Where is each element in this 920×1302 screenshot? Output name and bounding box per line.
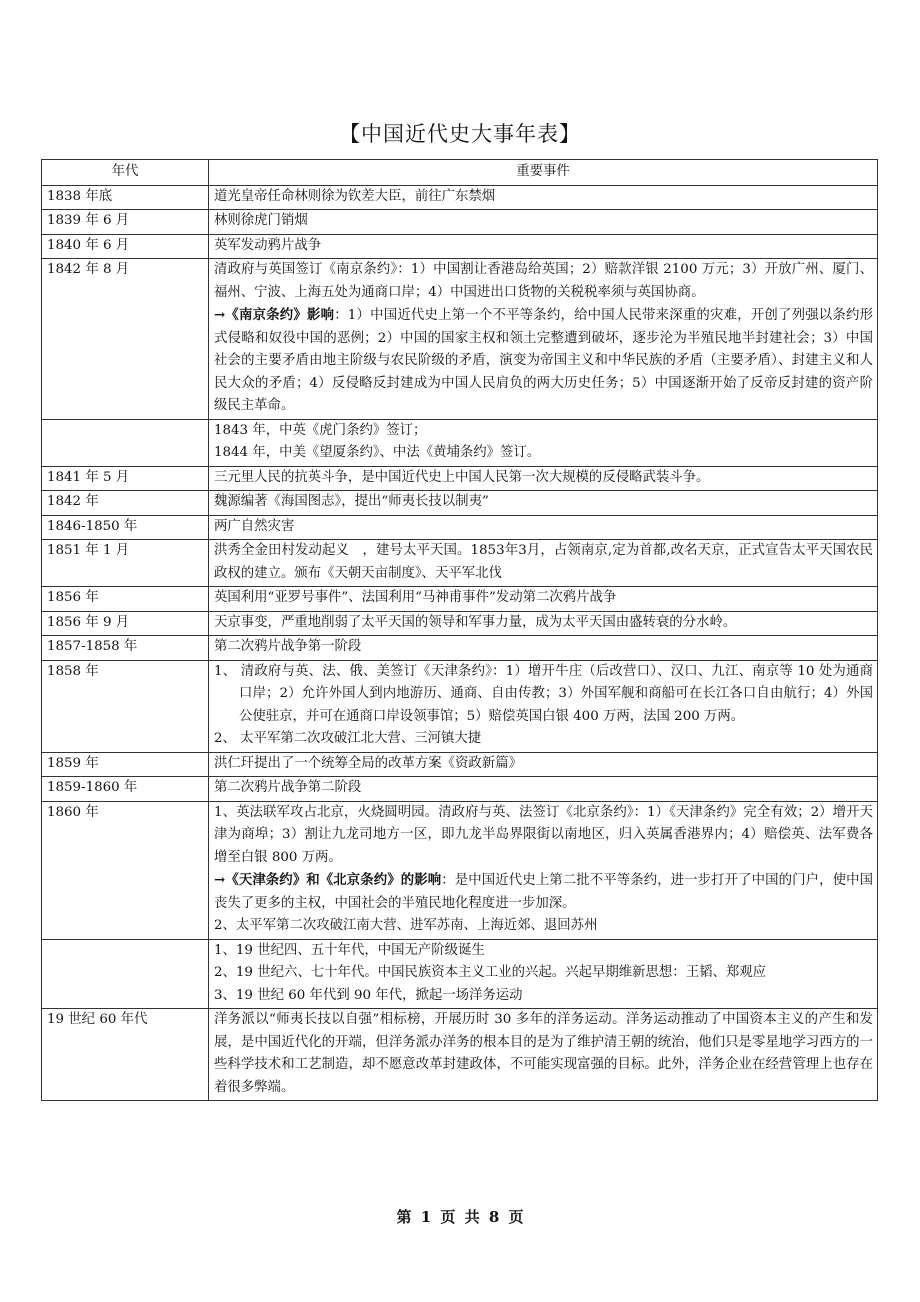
event-paragraph bbox=[214, 636, 873, 659]
event-cell bbox=[209, 939, 878, 1009]
year-cell bbox=[42, 939, 209, 1009]
event-text: 2、19 世纪六、七十年代。中国民族资本主义工业的兴起。兴起早期维新思想：王韬、郑观应 bbox=[214, 965, 767, 980]
table-row bbox=[42, 752, 878, 777]
event-paragraph bbox=[214, 915, 873, 938]
event-paragraph bbox=[214, 491, 873, 514]
event-text: 3、19 世纪 60 年代到 90 年代，掀起一场洋务运动 bbox=[214, 987, 523, 1003]
event-emphasis: →《南京条约》影响 bbox=[214, 307, 335, 323]
event-cell bbox=[209, 660, 878, 752]
event-text: 1、 清政府与英、法、俄、美签订《天津条约》：1）增开牛庄（后改营口）、汉口、九江、南京等 10 处为通商口岸；2）允许外国人到内地游历、通商、自由传教；3）外国军舰和商船可在长江各口自由航行；4）外国公使驻京，并可在通商口岸设领事馆；5）赔偿英国白银 400 万两，法国 200 万两。 bbox=[214, 663, 873, 724]
event-paragraph bbox=[214, 442, 873, 465]
event-cell bbox=[209, 419, 878, 466]
event-cell bbox=[209, 587, 878, 612]
column-header-year: 年代 bbox=[42, 160, 209, 186]
event-cell bbox=[209, 234, 878, 259]
table-row bbox=[42, 1009, 878, 1101]
event-paragraph bbox=[214, 661, 873, 729]
event-text: 天京事变，严重地削弱了太平天国的领导和军事力量，成为太平天国由盛转衰的分水岭。 bbox=[214, 614, 737, 630]
event-text: 英军发动鸦片战争 bbox=[214, 237, 322, 253]
event-paragraph bbox=[214, 540, 873, 585]
table-row bbox=[42, 540, 878, 587]
event-text: 1844 年，中美《望厦条约》、中法《黄埔条约》签订。 bbox=[214, 445, 541, 460]
table-row bbox=[42, 515, 878, 540]
event-cell bbox=[209, 777, 878, 802]
event-cell bbox=[209, 1009, 878, 1101]
event-text: 2、太平军第二次攻破江南大营、进军苏南、上海近郊、退回苏州 bbox=[214, 918, 598, 933]
event-cell bbox=[209, 185, 878, 210]
event-paragraph bbox=[214, 777, 873, 800]
table-row bbox=[42, 587, 878, 612]
event-paragraph bbox=[214, 259, 873, 304]
event-cell bbox=[209, 210, 878, 235]
event-paragraph bbox=[214, 186, 873, 209]
event-paragraph bbox=[214, 1009, 873, 1099]
event-cell bbox=[209, 540, 878, 587]
event-text: ：是中国近代史上第二批不平等条约，进一步打开了中国的门户，使中国丧失了更多的主权，中国社会的半殖民地化程度进一步加深。 bbox=[214, 873, 874, 911]
event-text: 2、 太平军第二次攻破江北大营、三河镇大捷 bbox=[214, 731, 482, 746]
table-row bbox=[42, 777, 878, 802]
event-cell bbox=[209, 752, 878, 777]
table-row bbox=[42, 611, 878, 636]
event-text: 洪秀全金田村发动起义 ，建号太平天国。1853年3月，占领南京,定为首都,改名天京，正式宣告太平天国农民政权的建立。颁布《天朝天亩制度》、天平军北伐 bbox=[214, 543, 873, 581]
event-cell bbox=[209, 801, 878, 939]
table-row bbox=[42, 939, 878, 1009]
event-cell bbox=[209, 515, 878, 540]
event-paragraph bbox=[214, 467, 873, 490]
event-emphasis: →《天津条约》和《北京条约》的影响 bbox=[214, 872, 442, 888]
year-cell: 1838 年底 bbox=[42, 185, 209, 210]
column-header-event: 重要事件 bbox=[209, 160, 878, 186]
event-paragraph bbox=[214, 802, 873, 870]
event-text: 1843 年，中英《虎门条约》签订； bbox=[214, 422, 427, 438]
year-cell: 1842 年 8 月 bbox=[42, 259, 209, 420]
event-text: 清政府与英国签订《南京条约》：1）中国割让香港岛给英国；2）赔款洋银 2100 万元；3）开放广州、厦门、福州、宁波、上海五处为通商口岸；4）中国进出口货物的关税税率须与英国协商。 bbox=[214, 262, 873, 300]
year-cell bbox=[42, 419, 209, 466]
page-title: 【中国近代史大事年表】 bbox=[339, 122, 581, 146]
event-cell bbox=[209, 466, 878, 491]
page-footer: 第 1 页 共 8 页 bbox=[396, 1208, 524, 1226]
table-row bbox=[42, 259, 878, 420]
year-cell: 1839 年 6 月 bbox=[42, 210, 209, 235]
year-cell: 1856 年 bbox=[42, 587, 209, 612]
event-cell bbox=[209, 636, 878, 661]
year-cell: 1860 年 bbox=[42, 801, 209, 939]
event-text: ：1）中国近代史上第一个不平等条约，给中国人民带来深重的灾难，开创了列强以条约形式侵略和奴役中国的恶例；2）中国的国家主权和领土完整遭到破坏，逐步沦为半殖民地半封建社会；3）中国社会的主要矛盾由地主阶级与农民阶级的矛盾，演变为帝国主义和中华民族的矛盾（主要矛盾）、封建主义和人民大众的矛盾；4）反侵略反封建成为中国人民肩负的两大历史任务；5）中国逐渐开始了反帝反封建的资产阶级民主革命。 bbox=[214, 308, 873, 413]
event-text: 魏源编著《海国图志》，提出“师夷长技以制夷” bbox=[214, 494, 489, 509]
year-cell: 1840 年 6 月 bbox=[42, 234, 209, 259]
event-paragraph bbox=[214, 587, 873, 610]
event-text: 道光皇帝任命林则徐为钦差大臣，前往广东禁烟 bbox=[214, 188, 496, 204]
event-text: 英国利用“亚罗号事件”、法国利用“马神甫事件”发动第二次鸦片战争 bbox=[214, 590, 617, 605]
table-row bbox=[42, 801, 878, 939]
year-cell: 1851 年 1 月 bbox=[42, 540, 209, 587]
year-cell: 1859 年 bbox=[42, 752, 209, 777]
event-paragraph bbox=[214, 962, 873, 985]
table-row bbox=[42, 466, 878, 491]
event-text: 洪仁玕提出了一个统筹全局的改革方案《资政新篇》 bbox=[214, 755, 522, 771]
event-paragraph bbox=[214, 940, 873, 963]
event-cell bbox=[209, 259, 878, 420]
table-row bbox=[42, 185, 878, 210]
table-row bbox=[42, 491, 878, 516]
event-paragraph bbox=[214, 304, 873, 418]
event-paragraph bbox=[214, 516, 873, 539]
event-paragraph bbox=[214, 753, 873, 776]
table-row bbox=[42, 636, 878, 661]
event-text: 洋务派以“师夷长技以自强”相标榜，开展历时 30 多年的洋务运动。洋务运动推动了中国资本主义的产生和发展，是中国近代化的开端，但洋务派办洋务的根本目的是为了维护清王朝的统治，他们只是零星地学习西方的一些科学技术和工艺制造，却不愿意改革封建政体，不可能实现富强的目标。此外，洋务企业在经营管理上也存在着很多弊端。 bbox=[214, 1012, 873, 1095]
event-paragraph bbox=[214, 985, 873, 1008]
event-text: 1、英法联军攻占北京，火烧圆明园。清政府与英、法签订《北京条约》：1）《天津条约》完全有效；2）增开天津为商埠；3）割让九龙司地方一区，即九龙半岛界限街以南地区，归入英属香港界内；4）赔偿英、法军费各增至白银 800 万两。 bbox=[214, 804, 873, 865]
event-text: 三元里人民的抗英斗争，是中国近代史上中国人民第一次大规模的反侵略武装斗争。 bbox=[214, 469, 710, 485]
table-row bbox=[42, 210, 878, 235]
table-header-row bbox=[42, 160, 878, 186]
year-cell: 1841 年 5 月 bbox=[42, 466, 209, 491]
year-cell: 1842 年 bbox=[42, 491, 209, 516]
event-text: 两广自然灾害 bbox=[214, 518, 295, 534]
timeline-rows bbox=[42, 185, 878, 1101]
table-row bbox=[42, 419, 878, 466]
table-row bbox=[42, 660, 878, 752]
table-row bbox=[42, 234, 878, 259]
year-cell: 1859-1860 年 bbox=[42, 777, 209, 802]
event-paragraph bbox=[214, 235, 873, 258]
event-text: 第二次鸦片战争第一阶段 bbox=[214, 639, 362, 654]
year-cell: 1846-1850 年 bbox=[42, 515, 209, 540]
event-text: 第二次鸦片战争第二阶段 bbox=[214, 780, 362, 795]
event-text: 林则徐虎门销烟 bbox=[214, 213, 308, 228]
event-paragraph bbox=[214, 728, 873, 751]
year-cell: 1856 年 9 月 bbox=[42, 611, 209, 636]
event-cell bbox=[209, 491, 878, 516]
event-paragraph bbox=[214, 420, 873, 443]
event-text: 1、19 世纪四、五十年代，中国无产阶级诞生 bbox=[214, 942, 485, 958]
event-paragraph bbox=[214, 869, 873, 915]
timeline-table bbox=[41, 159, 878, 1101]
event-paragraph bbox=[214, 210, 873, 233]
event-cell bbox=[209, 611, 878, 636]
year-cell: 1857-1858 年 bbox=[42, 636, 209, 661]
event-paragraph bbox=[214, 612, 873, 635]
year-cell: 19 世纪 60 年代 bbox=[42, 1009, 209, 1101]
year-cell: 1858 年 bbox=[42, 660, 209, 752]
